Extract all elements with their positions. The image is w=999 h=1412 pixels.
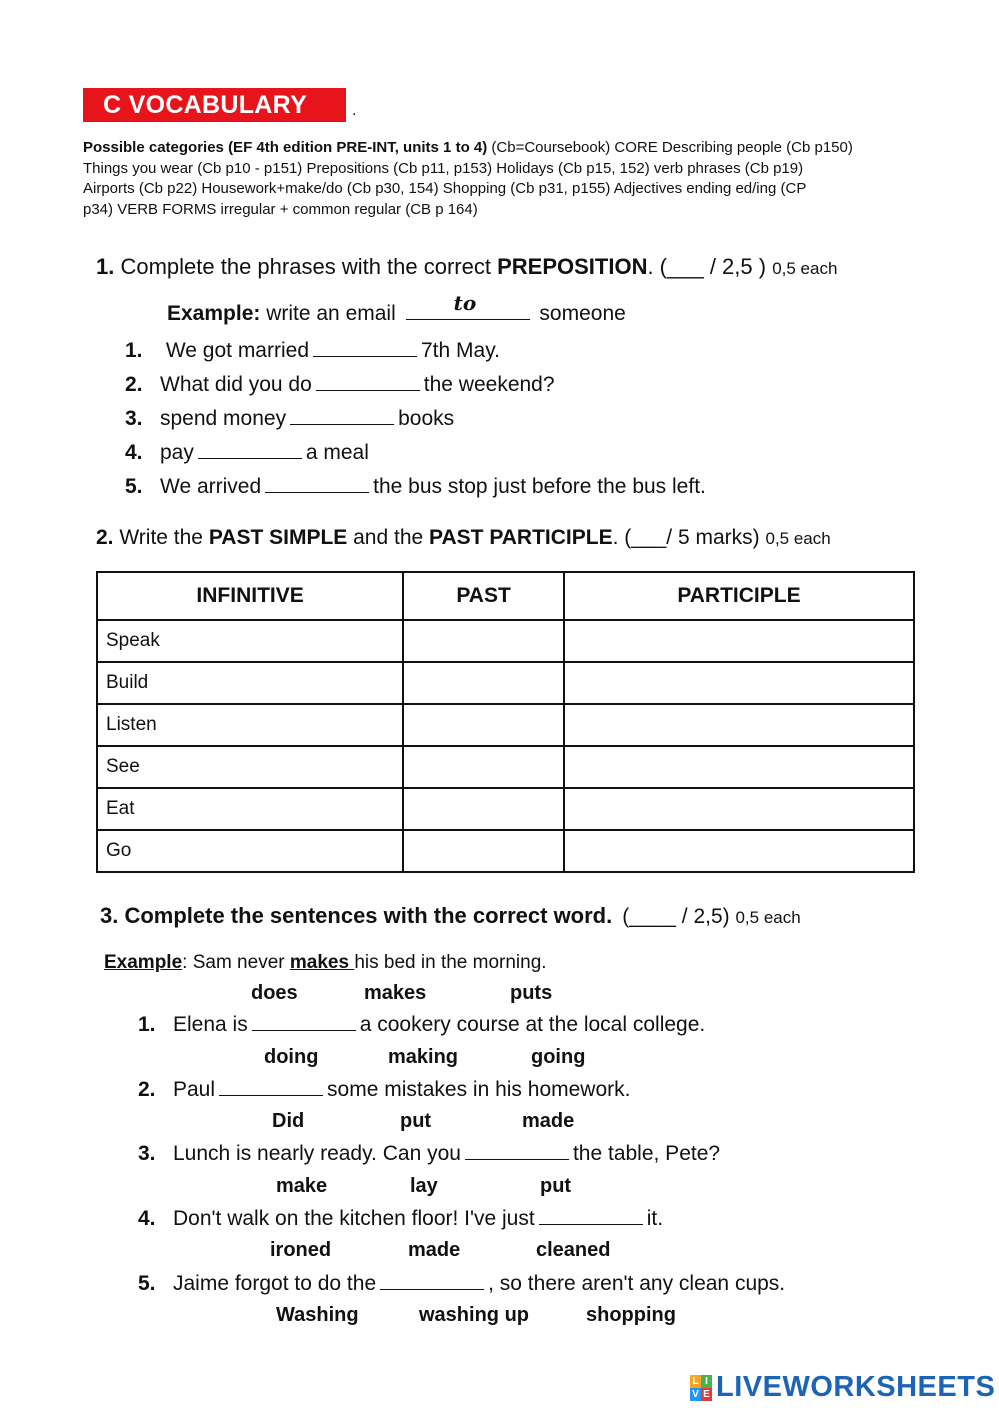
list-item: 1. Elena is a cookery course at the local college. bbox=[138, 1013, 706, 1036]
option-word[interactable]: shopping bbox=[586, 1304, 676, 1326]
answer-blank[interactable] bbox=[198, 440, 302, 459]
answer-blank[interactable] bbox=[290, 406, 394, 425]
table-row: Speak bbox=[97, 620, 914, 662]
list-item: 1. We got married 7th May. bbox=[125, 339, 500, 362]
option-word[interactable]: put bbox=[540, 1175, 572, 1197]
participle-input-cell[interactable] bbox=[564, 746, 914, 788]
categories-text: Possible categories (EF 4th edition PRE-INT, units 1 to 4) (Cb=Coursebook) CORE Describing people (Cb p150) Things you wear (Cb p10 - p151) Prepositions (Cb p11, p153) Holidays (Cb p15, 152) verb phrases (Cb p19) Airports (Cb p22) Housework+make/do (Cb p30, 154) Shopping (Cb p31, p155) Adjectives ending ed/ing (CP p34) VERB FORMS irregular + common regular (CB p 164) bbox=[83, 139, 853, 218]
option-word[interactable]: make bbox=[276, 1175, 328, 1197]
example-answer-blank: to bbox=[406, 297, 530, 320]
participle-input-cell[interactable] bbox=[564, 788, 914, 830]
table-row: Go bbox=[97, 830, 914, 872]
answer-blank[interactable] bbox=[465, 1141, 569, 1160]
options-row bbox=[0, 982, 999, 1008]
answer-blank[interactable] bbox=[265, 474, 369, 493]
table-row: See bbox=[97, 746, 914, 788]
past-input-cell[interactable] bbox=[403, 662, 564, 704]
option-word[interactable]: puts bbox=[510, 982, 553, 1004]
table-row: Eat bbox=[97, 788, 914, 830]
list-item: 2. What did you do the weekend? bbox=[125, 373, 555, 396]
question-3-example: Example: Sam never makes his bed in the morning. bbox=[104, 952, 547, 973]
past-input-cell[interactable] bbox=[403, 788, 564, 830]
options-row bbox=[0, 1110, 999, 1136]
option-word[interactable]: ironed bbox=[270, 1239, 332, 1261]
options-row bbox=[0, 1304, 999, 1330]
option-word[interactable]: made bbox=[408, 1239, 461, 1261]
past-input-cell[interactable] bbox=[403, 830, 564, 872]
title-dot: . bbox=[352, 102, 357, 119]
liveworksheets-logo bbox=[690, 1371, 995, 1404]
question-3-heading: 3. Complete the sentences with the correct word. (____ / 2,5) 0,5 each bbox=[100, 903, 801, 928]
participle-input-cell[interactable] bbox=[564, 830, 914, 872]
option-word[interactable]: doing bbox=[264, 1046, 319, 1068]
option-word[interactable]: lay bbox=[410, 1175, 438, 1197]
verb-table bbox=[96, 571, 915, 873]
answer-blank[interactable] bbox=[252, 1012, 356, 1031]
list-item: 4. pay a meal bbox=[125, 441, 369, 464]
past-input-cell[interactable] bbox=[403, 620, 564, 662]
list-item: 5. We arrived the bus stop just before the bus left. bbox=[125, 475, 706, 498]
section-title: C VOCABULARY bbox=[83, 88, 346, 122]
past-input-cell[interactable] bbox=[403, 704, 564, 746]
option-word[interactable]: washing up bbox=[419, 1304, 529, 1326]
table-header-row bbox=[97, 572, 914, 620]
option-word[interactable]: Washing bbox=[276, 1304, 359, 1326]
option-word[interactable]: made bbox=[522, 1110, 575, 1132]
question-2-heading: 2. Write the PAST SIMPLE and the PAST PARTICIPLE. (___/ 5 marks) 0,5 each bbox=[96, 526, 831, 549]
option-word[interactable]: put bbox=[400, 1110, 432, 1132]
option-word[interactable]: going bbox=[531, 1046, 586, 1068]
column-header: INFINITIVE bbox=[97, 572, 403, 620]
participle-input-cell[interactable] bbox=[564, 620, 914, 662]
answer-blank[interactable] bbox=[380, 1271, 484, 1290]
participle-input-cell[interactable] bbox=[564, 662, 914, 704]
participle-input-cell[interactable] bbox=[564, 704, 914, 746]
logo-icon: L I V E bbox=[690, 1375, 712, 1401]
question-1-list bbox=[125, 338, 706, 508]
options-row bbox=[0, 1239, 999, 1265]
table-row: Build bbox=[97, 662, 914, 704]
answer-blank[interactable] bbox=[219, 1077, 323, 1096]
list-item: 4. Don't walk on the kitchen floor! I've just it. bbox=[138, 1207, 664, 1230]
option-word[interactable]: cleaned bbox=[536, 1239, 611, 1261]
option-word[interactable]: Did bbox=[272, 1110, 305, 1132]
question-1-example: Example: write an email to someone bbox=[167, 291, 626, 325]
options-row bbox=[0, 1046, 999, 1072]
past-input-cell[interactable] bbox=[403, 746, 564, 788]
list-item: 5. Jaime forgot to do the , so there aren't any clean cups. bbox=[138, 1272, 786, 1295]
option-word[interactable]: makes bbox=[364, 982, 427, 1004]
answer-blank[interactable] bbox=[539, 1206, 643, 1225]
list-item: 3. spend money books bbox=[125, 407, 455, 430]
column-header: PARTICIPLE bbox=[564, 572, 914, 620]
column-header: PAST bbox=[403, 572, 564, 620]
answer-blank[interactable] bbox=[313, 338, 417, 357]
option-word[interactable]: does bbox=[251, 982, 298, 1004]
answer-blank[interactable] bbox=[316, 372, 420, 391]
question-1-heading: 1. Complete the phrases with the correct PREPOSITION. (___ / 2,5 ) 0,5 each bbox=[96, 254, 838, 279]
logo-text: LIVEWORKSHEETS bbox=[716, 1371, 996, 1403]
list-item: 2. Paul some mistakes in his homework. bbox=[138, 1078, 631, 1101]
table-row: Listen bbox=[97, 704, 914, 746]
list-item: 3. Lunch is nearly ready. Can you the table, Pete? bbox=[138, 1142, 721, 1165]
categories-heading: Possible categories (EF 4th edition PRE-INT, units 1 to 4 bbox=[83, 139, 483, 156]
option-word[interactable]: making bbox=[388, 1046, 459, 1068]
options-row bbox=[0, 1175, 999, 1201]
